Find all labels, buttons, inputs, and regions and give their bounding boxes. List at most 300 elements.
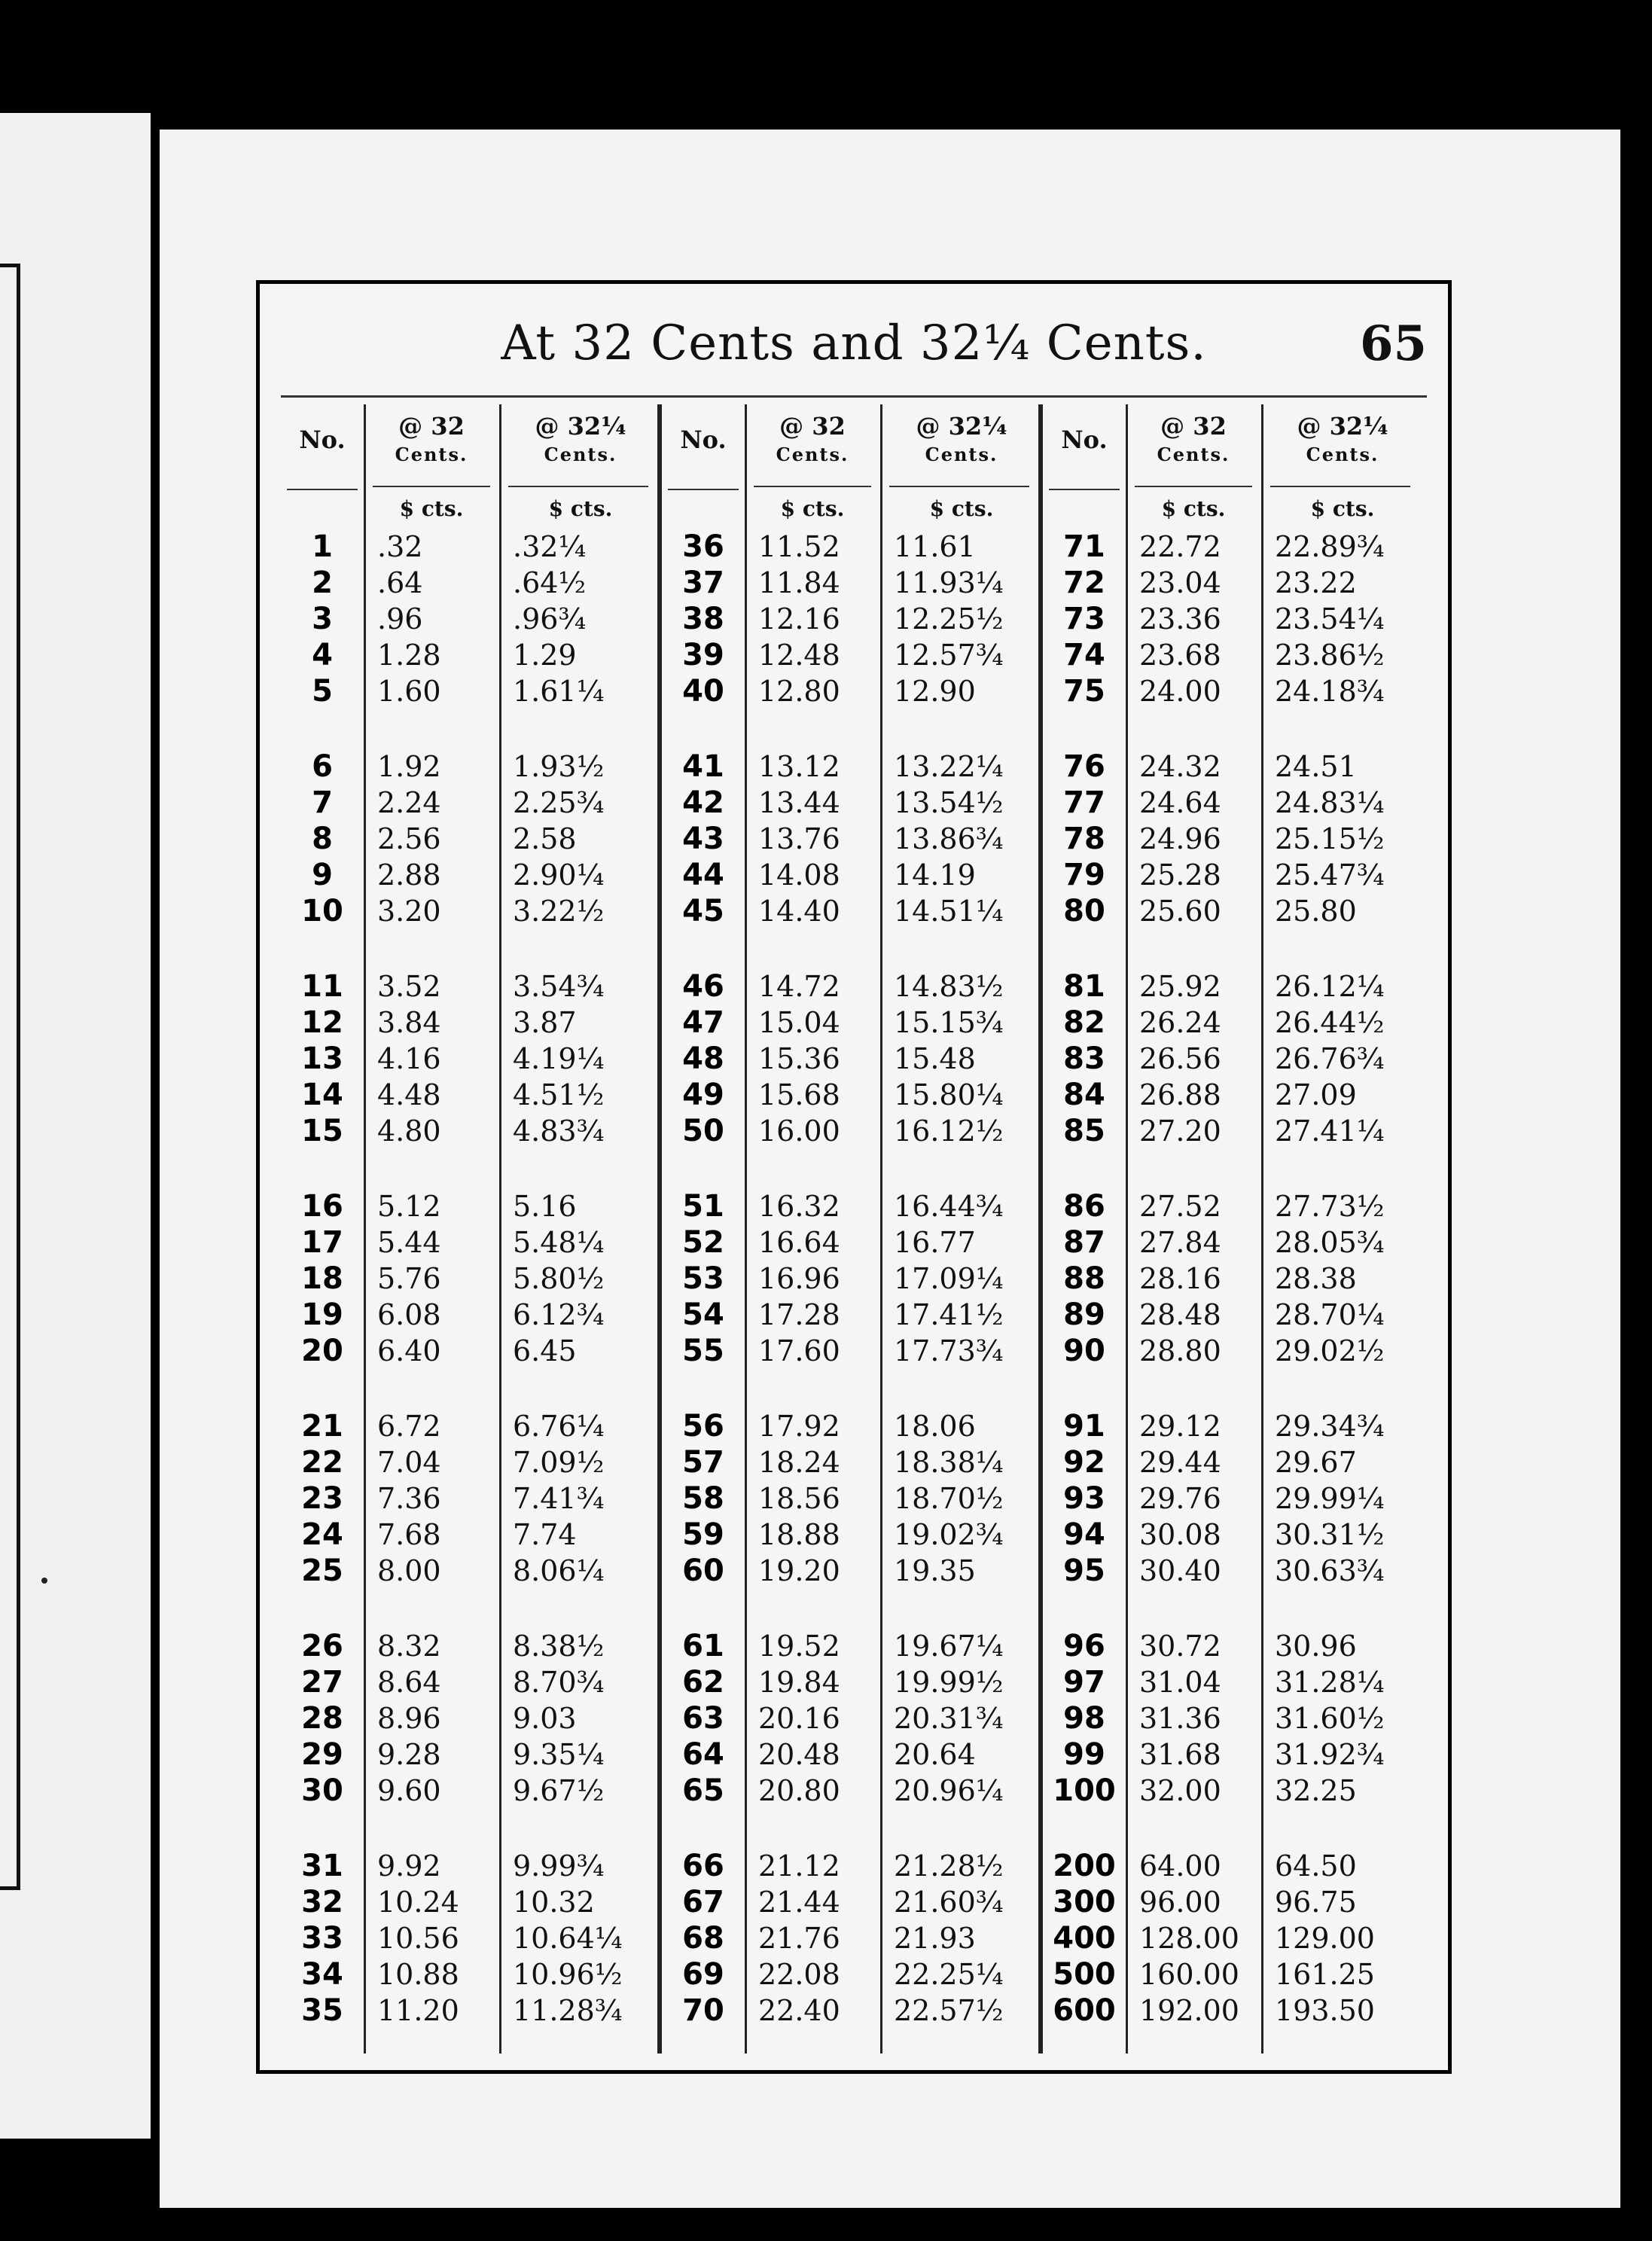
row-number: 200 [1053,1849,1116,1883]
price-at-32-quarter: 2.58 [513,822,577,855]
price-at-32: 26.56 [1139,1042,1221,1075]
header-no: No. [299,425,346,454]
row-number: 51 [682,1189,724,1224]
price-at-32-quarter: 29.67 [1275,1446,1357,1479]
row-number: 12 [301,1005,343,1040]
price-at-32-quarter: 25.47¾ [1275,858,1385,892]
row-number: 74 [1063,638,1105,672]
row-number: 79 [1063,858,1105,892]
price-at-32-quarter: 96.75 [1275,1886,1357,1919]
price-at-32-quarter: 1.61¼ [513,675,605,708]
row-number: 39 [682,638,724,672]
header-underline [287,489,358,490]
price-at-32-quarter: 29.99¼ [1275,1482,1385,1515]
row-number: 10 [301,894,343,928]
header-at-32-quarter-line2: Cents. [1306,444,1379,465]
price-at-32-quarter: 16.77 [894,1226,976,1259]
price-at-32: 96.00 [1139,1886,1221,1919]
price-at-32-quarter: 26.76¾ [1275,1042,1385,1075]
price-at-32-quarter: 2.90¼ [513,858,605,892]
price-at-32-quarter: 30.31½ [1275,1518,1385,1551]
price-at-32: 4.80 [377,1114,441,1148]
header-underline [373,486,490,487]
price-at-32: 21.44 [758,1886,840,1919]
row-number: 80 [1063,894,1105,928]
row-number: 34 [301,1957,343,1992]
price-at-32-quarter: 27.73½ [1275,1190,1385,1223]
price-at-32-quarter: 28.38 [1275,1262,1357,1295]
price-at-32-quarter: 20.31¾ [894,1702,1004,1735]
row-number: 70 [682,1993,724,2028]
price-at-32-quarter: 24.51 [1275,750,1357,783]
header-at-32-quarter-line1: @ 32¼ [535,412,626,441]
price-at-32: 29.12 [1139,1410,1221,1443]
row-number: 45 [682,894,724,928]
price-at-32: 24.96 [1139,822,1221,855]
price-at-32-quarter: 20.96¼ [894,1774,1004,1807]
header-at-32-quarter-line2: Cents. [544,444,617,465]
row-number: 91 [1063,1409,1105,1444]
price-at-32: 20.80 [758,1774,840,1807]
price-at-32: .32 [377,530,423,563]
price-at-32: 22.72 [1139,530,1221,563]
price-at-32: 128.00 [1139,1922,1239,1955]
price-at-32-quarter: 161.25 [1275,1958,1375,1991]
price-at-32: 14.72 [758,970,840,1003]
price-at-32: 7.68 [377,1518,441,1551]
price-at-32-quarter: 25.80 [1275,895,1357,928]
row-number: 67 [682,1885,724,1919]
row-number: 99 [1063,1737,1105,1772]
unit-label: $ cts. [1310,496,1375,521]
header-at-32-line2: Cents. [776,444,849,465]
row-number: 56 [682,1409,724,1444]
row-number: 87 [1063,1225,1105,1260]
column-rule [745,404,747,2053]
price-at-32-quarter: 15.15¾ [894,1006,1004,1039]
price-at-32: 24.32 [1139,750,1221,783]
row-number: 92 [1063,1445,1105,1480]
price-at-32: 3.20 [377,895,441,928]
price-at-32: 160.00 [1139,1958,1239,1991]
price-at-32: 19.84 [758,1666,840,1699]
price-at-32: 5.44 [377,1226,441,1259]
row-number: 90 [1063,1334,1105,1368]
row-number: 72 [1063,566,1105,600]
price-at-32: 2.88 [377,858,441,892]
page-title: At 32 Cents and 32¼ Cents. [501,316,1207,371]
price-at-32: 24.00 [1139,675,1221,708]
price-at-32: 25.60 [1139,895,1221,928]
price-at-32: 16.32 [758,1190,840,1223]
price-at-32: 20.16 [758,1702,840,1735]
price-at-32-quarter: 25.15½ [1275,822,1385,855]
row-number: 98 [1063,1701,1105,1736]
row-number: 1 [312,529,333,564]
row-number: 62 [682,1665,724,1700]
price-at-32: 11.84 [758,566,840,599]
row-number: 17 [301,1225,343,1260]
price-at-32: 27.52 [1139,1190,1221,1223]
price-at-32: 23.36 [1139,602,1221,636]
row-number: 36 [682,529,724,564]
price-at-32: 16.64 [758,1226,840,1259]
row-number: 31 [301,1849,343,1883]
price-at-32: 4.16 [377,1042,441,1075]
price-at-32: 14.08 [758,858,840,892]
column-rule [1126,404,1128,2053]
row-number: 96 [1063,1629,1105,1663]
price-at-32-quarter: 64.50 [1275,1849,1357,1883]
price-at-32-quarter: 24.83¼ [1275,786,1385,819]
header-at-32-quarter-line1: @ 32¼ [916,412,1007,441]
row-number: 95 [1063,1553,1105,1588]
row-number: 35 [301,1993,343,2028]
price-at-32: 1.60 [377,675,441,708]
price-at-32-quarter: 16.12½ [894,1114,1004,1148]
row-number: 41 [682,749,724,784]
row-number: 71 [1063,529,1105,564]
row-number: 69 [682,1957,724,1992]
price-at-32: 24.64 [1139,786,1221,819]
price-at-32-quarter: 3.87 [513,1006,577,1039]
price-at-32: 8.96 [377,1702,441,1735]
price-at-32: 21.76 [758,1922,840,1955]
row-number: 57 [682,1445,724,1480]
price-at-32-quarter: 13.22¼ [894,750,1004,783]
price-at-32-quarter: 29.34¾ [1275,1410,1385,1443]
price-at-32: 12.80 [758,675,840,708]
price-at-32: 3.52 [377,970,441,1003]
row-number: 500 [1053,1957,1116,1992]
price-at-32-quarter: 12.25½ [894,602,1004,636]
price-at-32-quarter: 22.89¾ [1275,530,1385,563]
header-at-32 [364,412,499,469]
price-at-32-quarter: 19.67¼ [894,1630,1004,1663]
row-number: 68 [682,1921,724,1956]
row-number: 84 [1063,1078,1105,1112]
header-at-32-quarter [499,412,662,469]
price-at-32-quarter: 5.48¼ [513,1226,605,1259]
price-at-32: 27.20 [1139,1114,1221,1148]
price-at-32: 26.88 [1139,1078,1221,1111]
row-number: 61 [682,1629,724,1663]
price-at-32: 2.56 [377,822,441,855]
row-number: 58 [682,1481,724,1516]
price-at-32-quarter: .32¼ [513,530,587,563]
price-at-32-quarter: 6.12¾ [513,1298,605,1331]
left-page-edge [0,113,151,2139]
row-number: 47 [682,1005,724,1040]
price-at-32-quarter: 8.38½ [513,1630,605,1663]
price-at-32: 6.08 [377,1298,441,1331]
price-at-32-quarter: 32.25 [1275,1774,1357,1807]
price-at-32-quarter: 22.57½ [894,1994,1004,2027]
price-at-32-quarter: 8.70¾ [513,1666,605,1699]
row-number: 6 [312,749,333,784]
price-at-32-quarter: 19.99½ [894,1666,1004,1699]
price-at-32-quarter: 18.06 [894,1410,976,1443]
price-at-32-quarter: 21.60¾ [894,1886,1004,1919]
price-at-32: 23.68 [1139,639,1221,672]
price-at-32: 8.32 [377,1630,441,1663]
price-at-32: 31.36 [1139,1702,1221,1735]
price-at-32-quarter: 6.45 [513,1334,577,1367]
price-at-32: 8.64 [377,1666,441,1699]
price-at-32: 1.92 [377,750,441,783]
row-number: 76 [1063,749,1105,784]
price-at-32-quarter: 14.51¼ [894,895,1004,928]
price-at-32: .96 [377,602,423,636]
header-at-32 [1126,412,1261,469]
price-at-32: 25.28 [1139,858,1221,892]
header-at-32-quarter [880,412,1043,469]
price-at-32-quarter: 26.44½ [1275,1006,1385,1039]
row-number: 97 [1063,1665,1105,1700]
price-at-32: 6.40 [377,1334,441,1367]
price-at-32: 16.00 [758,1114,840,1148]
price-at-32-quarter: .96¾ [513,602,587,636]
price-at-32-quarter: 12.90 [894,675,976,708]
row-number: 73 [1063,602,1105,636]
price-at-32: 31.04 [1139,1666,1221,1699]
header-at-32-quarter-line2: Cents. [925,444,998,465]
row-number: 42 [682,785,724,820]
row-number: 16 [301,1189,343,1224]
price-at-32: 18.56 [758,1482,840,1515]
price-at-32: 29.44 [1139,1446,1221,1479]
row-number: 22 [301,1445,343,1480]
price-at-32-quarter: 31.28¼ [1275,1666,1385,1699]
column-rule [1261,404,1263,2053]
row-number: 37 [682,566,724,600]
price-at-32: 10.56 [377,1922,459,1955]
price-at-32-quarter: 13.54½ [894,786,1004,819]
price-at-32-quarter: 24.18¾ [1275,675,1385,708]
table-frame [256,280,1452,2074]
price-at-32-quarter: 28.70¼ [1275,1298,1385,1331]
header-at-32-quarter [1261,412,1424,469]
price-at-32: 2.24 [377,786,441,819]
price-at-32: 8.00 [377,1554,441,1587]
price-at-32-quarter: 16.44¾ [894,1190,1004,1223]
row-number: 88 [1063,1261,1105,1296]
price-at-32-quarter: 19.35 [894,1554,976,1587]
price-at-32: 30.72 [1139,1630,1221,1663]
price-at-32: 22.40 [758,1994,840,2027]
price-at-32: 21.12 [758,1849,840,1883]
price-at-32-quarter: 27.09 [1275,1078,1357,1111]
row-number: 89 [1063,1297,1105,1332]
row-number: 44 [682,858,724,892]
row-number: 15 [301,1114,343,1148]
price-at-32: 15.04 [758,1006,840,1039]
row-number: 20 [301,1334,343,1368]
price-at-32-quarter: 10.64¼ [513,1922,623,1955]
header-underline [754,486,871,487]
price-at-32: 9.28 [377,1738,441,1771]
row-number: 59 [682,1517,724,1552]
price-at-32: 22.08 [758,1958,840,1991]
price-at-32-quarter: 29.02½ [1275,1334,1385,1367]
header-underline [889,486,1029,487]
price-at-32-quarter: 19.02¾ [894,1518,1004,1551]
price-at-32-quarter: 21.93 [894,1922,976,1955]
price-at-32-quarter: 23.86½ [1275,639,1385,672]
price-at-32-quarter: 11.61 [894,530,976,563]
row-number: 32 [301,1885,343,1919]
price-at-32-quarter: 31.60½ [1275,1702,1385,1735]
price-at-32-quarter: 17.41½ [894,1298,1004,1331]
row-number: 11 [301,969,343,1004]
row-number: 28 [301,1701,343,1736]
unit-label: $ cts. [399,496,464,521]
price-at-32: 16.96 [758,1262,840,1295]
header-at-32-line1: @ 32 [1160,412,1227,441]
price-at-32: 192.00 [1139,1994,1239,2027]
price-at-32: 13.76 [758,822,840,855]
row-number: 25 [301,1553,343,1588]
header-underline [1270,486,1410,487]
row-number: 38 [682,602,724,636]
price-at-32-quarter: 3.22½ [513,895,605,928]
ink-dot [41,1578,47,1584]
price-at-32: 11.20 [377,1994,459,2027]
price-at-32-quarter: 15.48 [894,1042,976,1075]
price-at-32: 30.40 [1139,1554,1221,1587]
header-at-32-line2: Cents. [395,444,468,465]
price-at-32: 26.24 [1139,1006,1221,1039]
row-number: 49 [682,1078,724,1112]
row-number: 27 [301,1665,343,1700]
price-at-32-quarter: 11.93¼ [894,566,1004,599]
price-at-32: 13.12 [758,750,840,783]
header-at-32-quarter-line1: @ 32¼ [1297,412,1388,441]
row-number: 23 [301,1481,343,1516]
left-page-border [0,264,20,1890]
price-at-32: 9.92 [377,1849,441,1883]
row-number: 26 [301,1629,343,1663]
row-number: 300 [1053,1885,1116,1919]
price-at-32: 6.72 [377,1410,441,1443]
row-number: 78 [1063,822,1105,856]
row-number: 55 [682,1334,724,1368]
price-at-32: 19.20 [758,1554,840,1587]
row-number: 29 [301,1737,343,1772]
price-at-32-quarter: 17.09¼ [894,1262,1004,1295]
row-number: 43 [682,822,724,856]
price-at-32: 9.60 [377,1774,441,1807]
row-number: 83 [1063,1041,1105,1076]
price-at-32: 15.36 [758,1042,840,1075]
price-at-32-quarter: 23.54¼ [1275,602,1385,636]
row-number: 82 [1063,1005,1105,1040]
price-at-32: 28.80 [1139,1334,1221,1367]
price-at-32-quarter: 12.57¾ [894,639,1004,672]
row-number: 64 [682,1737,724,1772]
row-number: 93 [1063,1481,1105,1516]
header-underline [668,489,739,490]
price-at-32-quarter: 10.96½ [513,1958,623,1991]
price-at-32-quarter: 10.32 [513,1886,595,1919]
price-at-32: 5.76 [377,1262,441,1295]
price-at-32-quarter: 21.28½ [894,1849,1004,1883]
row-number: 100 [1053,1773,1116,1808]
price-at-32: 15.68 [758,1078,840,1111]
row-number: 5 [312,674,333,709]
price-at-32-quarter: 7.41¾ [513,1482,605,1515]
price-at-32: 31.68 [1139,1738,1221,1771]
price-at-32: 12.48 [758,639,840,672]
price-at-32-quarter: 30.63¾ [1275,1554,1385,1587]
header-underline [1049,489,1120,490]
price-at-32: 14.40 [758,895,840,928]
price-table [281,404,1425,2053]
price-at-32: 12.16 [758,602,840,636]
row-number: 66 [682,1849,724,1883]
price-at-32-quarter: 9.03 [513,1702,577,1735]
row-number: 8 [312,822,333,856]
price-at-32-quarter: 14.19 [894,858,976,892]
price-at-32-quarter: 4.83¾ [513,1114,605,1148]
row-number: 50 [682,1114,724,1148]
price-at-32: 19.52 [758,1630,840,1663]
price-at-32-quarter: 17.73¾ [894,1334,1004,1367]
row-number: 77 [1063,785,1105,820]
row-number: 54 [682,1297,724,1332]
row-number: 3 [312,602,333,636]
row-number: 24 [301,1517,343,1552]
price-at-32-quarter: 23.22 [1275,566,1357,599]
price-at-32: 7.04 [377,1446,441,1479]
price-at-32-quarter: 18.38¼ [894,1446,1004,1479]
price-at-32-quarter: 11.28¾ [513,1994,623,2027]
price-at-32: 27.84 [1139,1226,1221,1259]
row-number: 65 [682,1773,724,1808]
price-at-32-quarter: 3.54¾ [513,970,605,1003]
row-number: 21 [301,1409,343,1444]
column-group [1043,404,1424,2053]
header-underline [508,486,648,487]
price-at-32: 17.28 [758,1298,840,1331]
row-number: 86 [1063,1189,1105,1224]
price-at-32-quarter: 14.83½ [894,970,1004,1003]
price-at-32-quarter: 1.93½ [513,750,605,783]
price-at-32-quarter: 6.76¼ [513,1410,605,1443]
row-number: 400 [1053,1921,1116,1956]
price-at-32-quarter: 129.00 [1275,1922,1375,1955]
column-rule [364,404,366,2053]
price-at-32: 28.48 [1139,1298,1221,1331]
price-at-32-quarter: 15.80¼ [894,1078,1004,1111]
row-number: 81 [1063,969,1105,1004]
price-at-32: 17.92 [758,1410,840,1443]
price-at-32: 4.48 [377,1078,441,1111]
row-number: 33 [301,1921,343,1956]
column-group [281,404,662,2053]
price-at-32-quarter: 5.16 [513,1190,577,1223]
column-rule [499,404,501,2053]
row-number: 600 [1053,1993,1116,2028]
row-number: 63 [682,1701,724,1736]
header-underline [1135,486,1252,487]
row-number: 2 [312,566,333,600]
price-at-32: 13.44 [758,786,840,819]
price-at-32-quarter: 31.92¾ [1275,1738,1385,1771]
column-rule [880,404,882,2053]
row-number: 4 [312,638,333,672]
price-at-32-quarter: 7.74 [513,1518,577,1551]
